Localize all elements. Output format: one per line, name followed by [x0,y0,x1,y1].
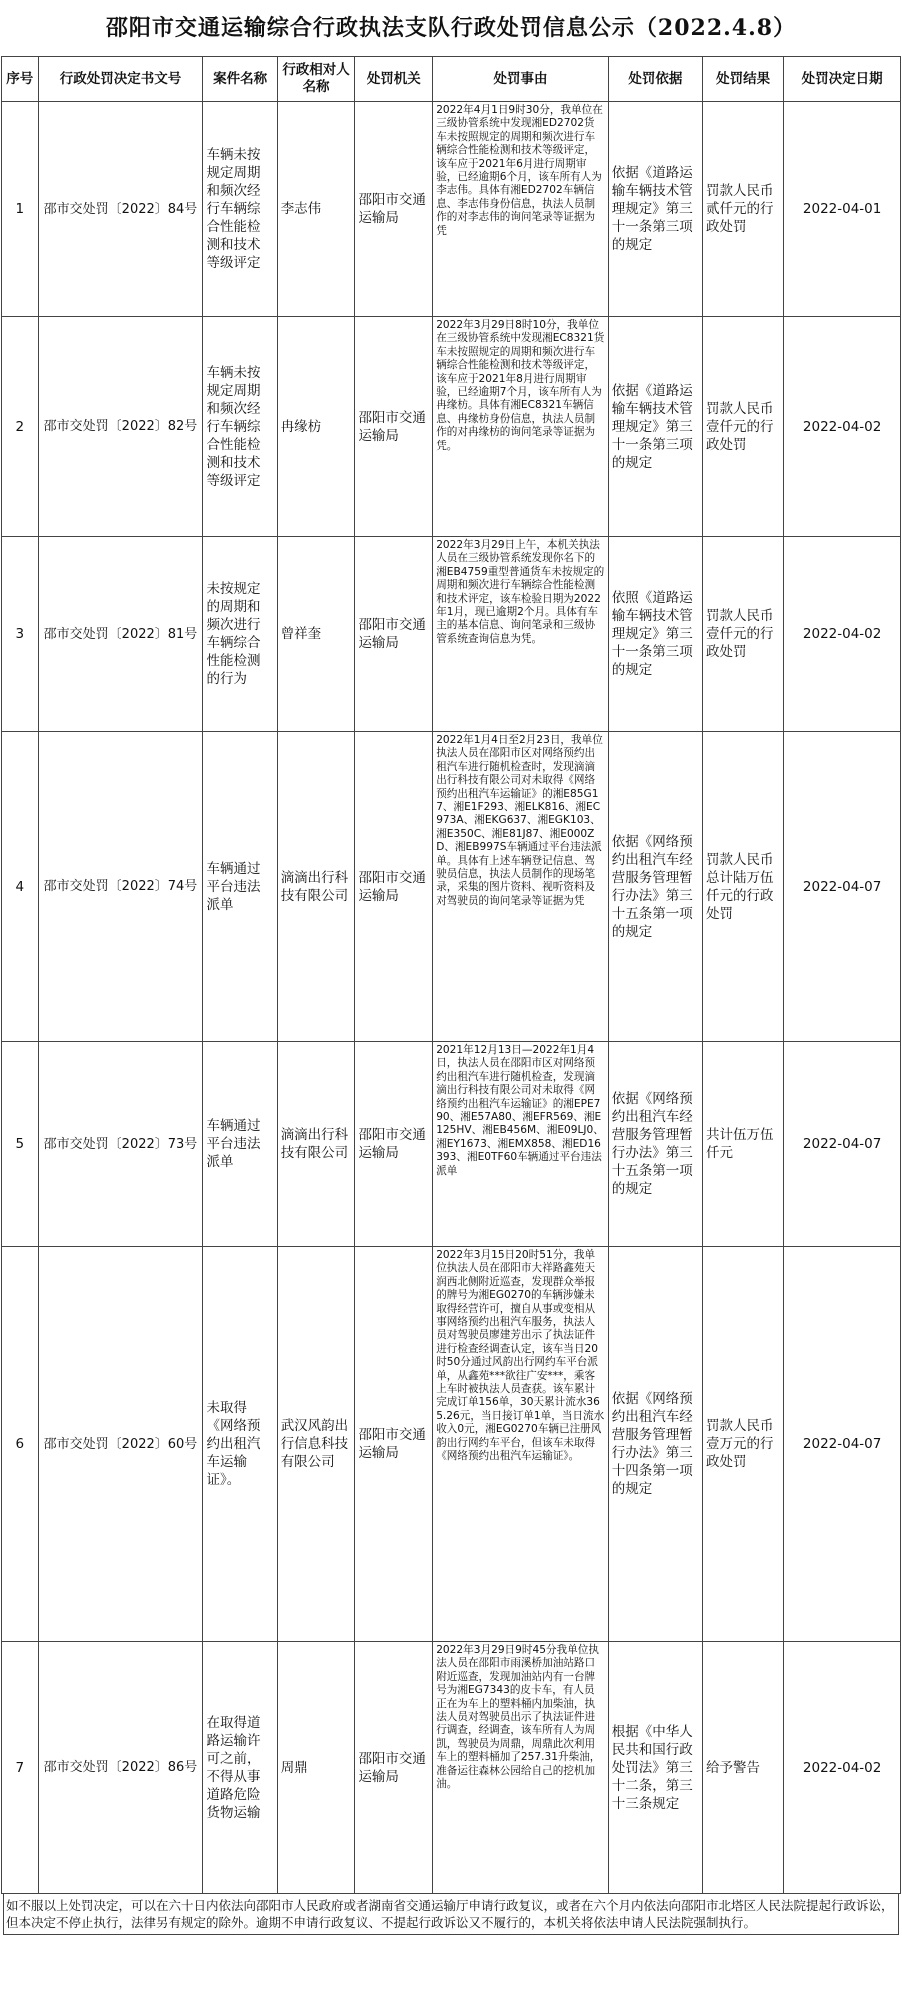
header-reason: 处罚事由 [433,57,609,102]
table-row [2,1042,901,1247]
cell-basis: 依据《网络预约出租汽车经营服务管理暂行办法》第三十五条第一项的规定 [608,1042,702,1247]
cell-doc-number: 邵市交处罚〔2022〕86号 [38,1642,203,1894]
cell-no: 1 [2,102,39,317]
cell-authority: 邵阳市交通运输局 [355,537,433,732]
footer-notice: 如不服以上处罚决定，可以在六十日内依法向邵阳市人民政府或者湖南省交通运输厅申请行政复议，或者在六个月内依法向邵阳市北塔区人民法院提起行政诉讼，但本决定不停止执行，法律另有规定的除外。逾期不申请行政复议、不提起行政诉讼又不履行的，本机关将依法申请人民法院强制执行。 [3,1894,899,1935]
cell-basis: 依照《道路运输车辆技术管理规定》第三十一条第三项的规定 [608,537,702,732]
cell-date: 2022-04-07 [784,1247,901,1642]
table-row [2,102,901,317]
header-party: 行政相对人名称 [277,57,355,102]
cell-party: 周鼎 [277,1642,355,1894]
cell-case-name: 车辆未按规定周期和频次经行车辆综合性能检测和技术等级评定 [203,317,277,537]
cell-doc-number: 邵市交处罚〔2022〕60号 [38,1247,203,1642]
cell-doc-number: 邵市交处罚〔2022〕84号 [38,102,203,317]
cell-authority: 邵阳市交通运输局 [355,102,433,317]
cell-authority: 邵阳市交通运输局 [355,732,433,1042]
cell-no: 2 [2,317,39,537]
table-row [2,1247,901,1642]
cell-party: 滴滴出行科技有限公司 [277,732,355,1042]
header-result: 处罚结果 [702,57,783,102]
cell-authority: 邵阳市交通运输局 [355,1247,433,1642]
cell-doc-number: 邵市交处罚〔2022〕74号 [38,732,203,1042]
page-title: 邵阳市交通运输综合行政执法支队行政处罚信息公示（2022.4.8） [105,15,797,41]
cell-basis: 依据《道路运输车辆技术管理规定》第三十一条第三项的规定 [608,102,702,317]
cell-date: 2022-04-07 [784,732,901,1042]
cell-authority: 邵阳市交通运输局 [355,317,433,537]
header-authority: 处罚机关 [355,57,433,102]
cell-date: 2022-04-02 [784,317,901,537]
cell-doc-number: 邵市交处罚〔2022〕81号 [38,537,203,732]
cell-date: 2022-04-07 [784,1042,901,1247]
cell-result: 罚款人民币壹仟元的行政处罚 [702,317,783,537]
cell-no: 5 [2,1042,39,1247]
cell-case-name: 车辆未按规定周期和频次经行车辆综合性能检测和技术等级评定 [203,102,277,317]
cell-date: 2022-04-01 [784,102,901,317]
header-doc-number: 行政处罚决定书文号 [38,57,203,102]
header-no: 序号 [2,57,39,102]
penalty-table [1,56,901,1894]
cell-authority: 邵阳市交通运输局 [355,1042,433,1247]
cell-result: 给予警告 [702,1642,783,1894]
cell-reason: 2022年3月29日8时10分，我单位在三级协管系统中发现湘EC8321货车未按照规定的周期和频次进行车辆综合性能检测和技术等级评定，该车应于2021年8月进行周期审验，已经逾期7个月，该车所有人为冉缘枋。具体有湘EC8321车辆信息、冉缘枋身份信息，执法人员制作的对冉缘枋的询问笔录等证据为凭。 [433,317,609,537]
cell-case-name: 在取得道路运输许可之前，不得从事道路危险货物运输 [203,1642,277,1894]
header-date: 处罚决定日期 [784,57,901,102]
cell-case-name: 车辆通过平台违法派单 [203,1042,277,1247]
cell-result: 罚款人民币贰仟元的行政处罚 [702,102,783,317]
cell-authority: 邵阳市交通运输局 [355,1642,433,1894]
cell-date: 2022-04-02 [784,537,901,732]
cell-reason: 2021年12月13日—2022年1月4日，执法人员在邵阳市区对网络预约出租汽车进行随机检查，发现滴滴出行科技有限公司对未取得《网络预约出租汽车运输证》的湘EPE790、湘E57A80、湘EFR569、湘E125HV、湘EB456M、湘E09LJ0、湘EY1673、湘EMX858、湘ED16393、湘E0TF60车辆通过平台违法派单 [433,1042,609,1247]
cell-result: 罚款人民币壹万元的行政处罚 [702,1247,783,1642]
cell-party: 冉缘枋 [277,317,355,537]
cell-no: 4 [2,732,39,1042]
cell-reason: 2022年3月29日9时45分我单位执法人员在邵阳市雨溪桥加油站路口附近巡查，发现加油站内有一台牌号为湘EG7343的皮卡车，有人员正在为车上的塑料桶内加柴油，执法人员对驾驶员出示了执法证件进行调查，经调查，该车所有人为周凯，驾驶员为周鼎，周鼎此次利用车上的塑料桶加了257.31升柴油，准备运往森林公园给自己的挖机加油。 [433,1642,609,1894]
cell-reason: 2022年1月4日至2月23日，我单位执法人员在邵阳市区对网络预约出租汽车进行随机检查时，发现滴滴出行科技有限公司对未取得《网络预约出租汽车运输证》的湘E85G17、湘E1F293、湘ELK816、湘EC973A、湘EKG637、湘EGK103、湘E350C、湘E81J87、湘E000ZD、湘EB997S车辆通过平台违法派单。具体有上述车辆登记信息、驾驶员信息，执法人员制作的现场笔录，采集的图片资料、视听资料及对驾驶员的询问笔录等证据为凭 [433,732,609,1042]
header-basis: 处罚依据 [608,57,702,102]
table-row [2,317,901,537]
table-row [2,732,901,1042]
table-row [2,1642,901,1894]
cell-party: 武汉风韵出行信息科技有限公司 [277,1247,355,1642]
cell-reason: 2022年4月1日9时30分，我单位在三级协管系统中发现湘ED2702货车未按照规定的周期和频次进行车辆综合性能检测和技术等级评定，该车应于2021年6月进行周期审验，已经逾期6个月，该车所有人为李志伟。具体有湘ED2702车辆信息、李志伟身份信息，执法人员制作的对李志伟的询问笔录等证据为凭 [433,102,609,317]
cell-reason: 2022年3月29日上午，本机关执法人员在三级协管系统发现你名下的湘EB4759重型普通货车未按规定的周期和频次进行车辆综合性能检测和技术评定，该车检验日期为2022年1月，现已逾期2个月。具体有车主的基本信息、询问笔录和三级协管系统查询信息为凭。 [433,537,609,732]
header-case-name: 案件名称 [203,57,277,102]
cell-result: 共计伍万伍仟元 [702,1042,783,1247]
cell-case-name: 未取得《网络预约出租汽车运输证》。 [203,1247,277,1642]
cell-basis: 依据《网络预约出租汽车经营服务管理暂行办法》第三十五条第一项的规定 [608,732,702,1042]
cell-doc-number: 邵市交处罚〔2022〕82号 [38,317,203,537]
cell-no: 6 [2,1247,39,1642]
cell-doc-number: 邵市交处罚〔2022〕73号 [38,1042,203,1247]
cell-date: 2022-04-02 [784,1642,901,1894]
cell-case-name: 未按规定的周期和频次进行车辆综合性能检测的行为 [203,537,277,732]
cell-basis: 依据《网络预约出租汽车经营服务管理暂行办法》第三十四条第一项的规定 [608,1247,702,1642]
cell-basis: 根据《中华人民共和国行政处罚法》第三十二条，第三十三条规定 [608,1642,702,1894]
cell-result: 罚款人民币壹仟元的行政处罚 [702,537,783,732]
cell-reason: 2022年3月15日20时51分，我单位执法人员在邵阳市大祥路鑫苑天润西北侧附近巡查，发现群众举报的牌号为湘EG0270的车辆涉嫌未取得经营许可，擅自从事或变相从事网络预约出租汽车服务，执法人员对驾驶员廖建芳出示了执法证件进行检查经调查认定，该车当日20时50分通过风韵出行网约车平台派单，从鑫苑***欲往广安***，乘客上车时被执法人员查获。该车累计完成订单156单，30天累计流水365.26元，当日接订单1单，当日流水收入0元，湘EG0270车辆已注册风韵出行网约车平台，但该车未取得《网络预约出租汽车运输证》。 [433,1247,609,1642]
cell-party: 曾祥奎 [277,537,355,732]
cell-case-name: 车辆通过平台违法派单 [203,732,277,1042]
cell-basis: 依据《道路运输车辆技术管理规定》第三十一条第三项的规定 [608,317,702,537]
cell-party: 李志伟 [277,102,355,317]
cell-party: 滴滴出行科技有限公司 [277,1042,355,1247]
table-row [2,537,901,732]
cell-no: 3 [2,537,39,732]
table-header-row [2,57,901,102]
cell-result: 罚款人民币总计陆万伍仟元的行政处罚 [702,732,783,1042]
cell-no: 7 [2,1642,39,1894]
